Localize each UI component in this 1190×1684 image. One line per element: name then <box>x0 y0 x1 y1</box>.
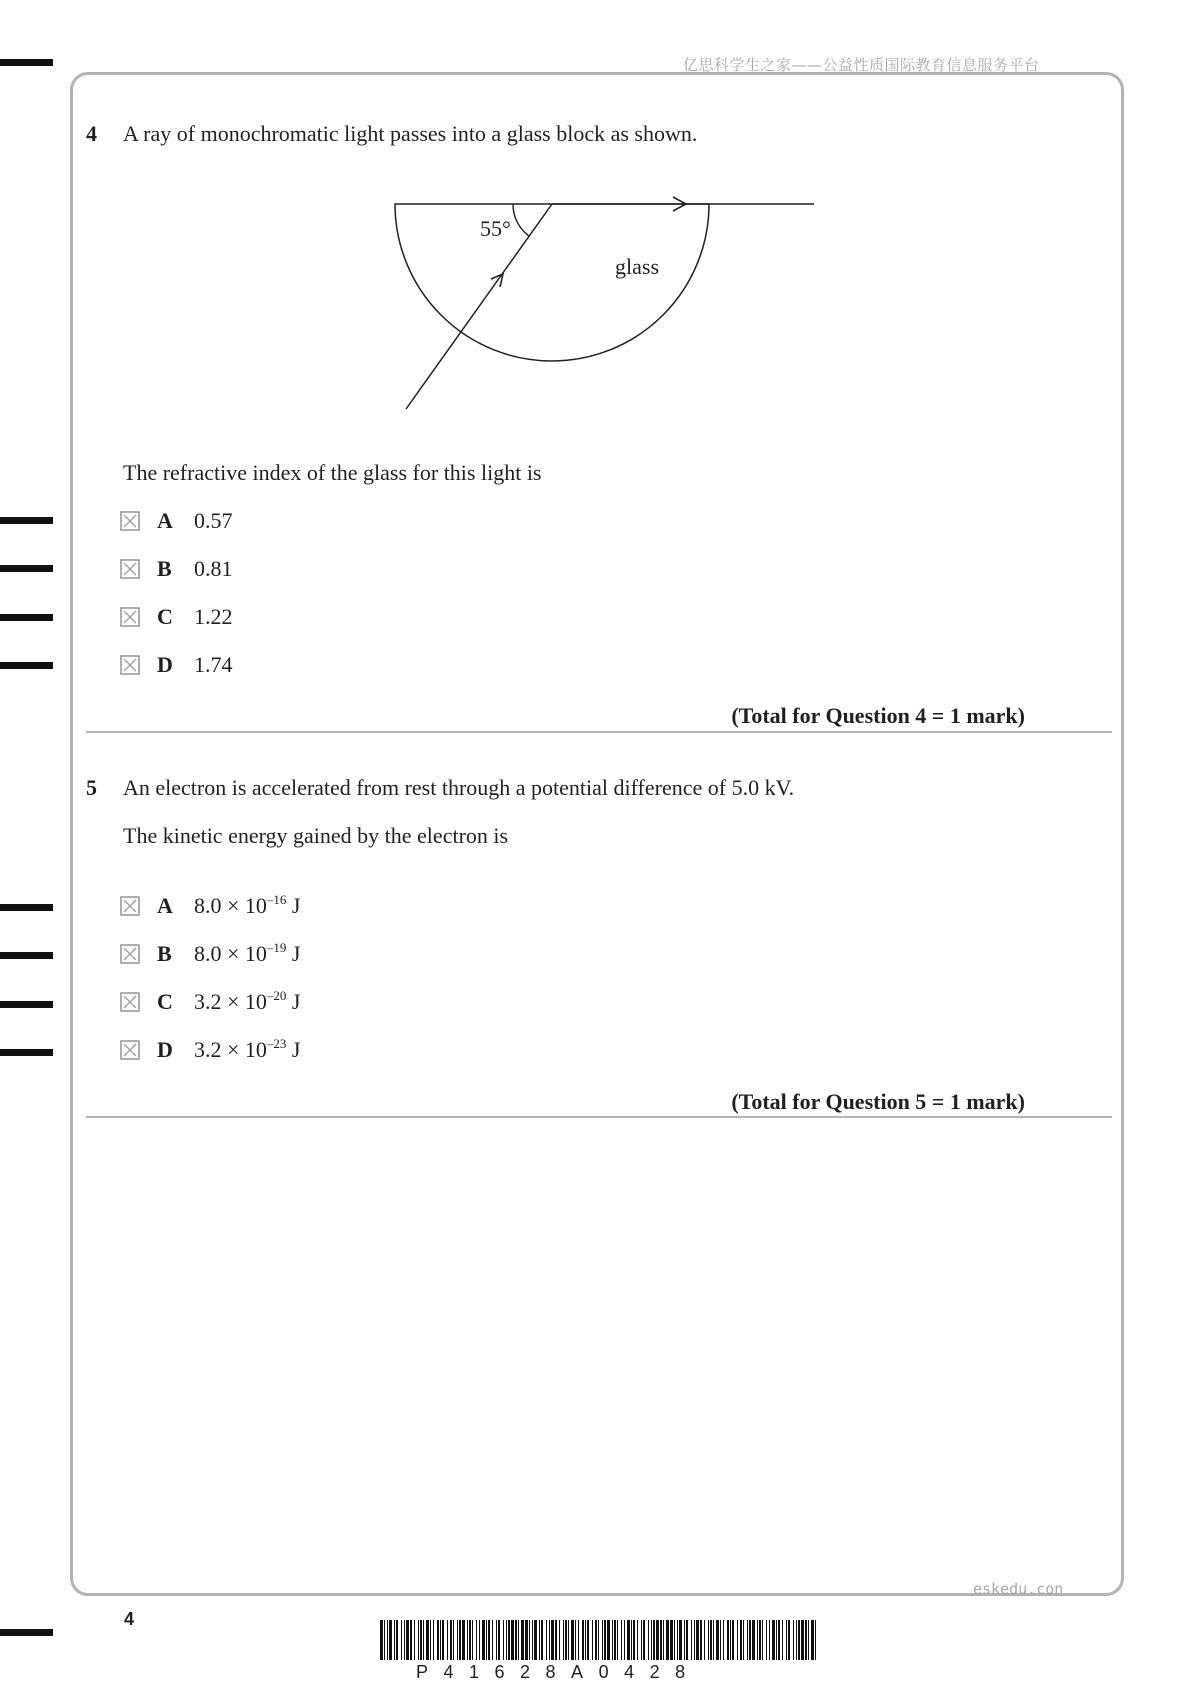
barcode-bar <box>708 1620 709 1660</box>
barcode-bar <box>525 1620 528 1660</box>
barcode-bar <box>534 1620 537 1660</box>
barcode-bar <box>607 1620 610 1660</box>
barcode-bar <box>571 1620 574 1660</box>
incident-ray <box>406 204 552 409</box>
barcode-bar <box>612 1620 613 1660</box>
barcode-bar <box>406 1620 409 1660</box>
barcode-bar <box>786 1620 787 1660</box>
barcode-bar <box>384 1620 385 1660</box>
option-text <box>194 893 300 919</box>
barcode-bar <box>521 1620 524 1660</box>
barcode-bar <box>782 1620 783 1660</box>
question-4-option-b[interactable] <box>120 556 233 582</box>
barcode-bar <box>700 1620 702 1660</box>
barcode-bar <box>488 1620 490 1660</box>
barcode-bar <box>582 1620 584 1660</box>
barcode-bar <box>532 1620 533 1660</box>
answer-checkbox-icon[interactable] <box>120 896 140 916</box>
barcode-text: P41628A0428 <box>416 1662 701 1682</box>
barcode-bar <box>423 1620 424 1660</box>
barcode-bar <box>815 1620 816 1660</box>
barcode-bar <box>747 1620 748 1660</box>
barcode-bar <box>660 1620 662 1660</box>
question-4-option-a[interactable] <box>120 508 233 534</box>
barcode-bar <box>614 1620 616 1660</box>
barcode-bar <box>805 1620 807 1660</box>
barcode-bar <box>418 1620 419 1660</box>
barcode-bar <box>575 1620 576 1660</box>
barcode-bar <box>732 1620 734 1660</box>
barcode-bar <box>442 1620 444 1660</box>
barcode-bar <box>602 1620 603 1660</box>
glass-label: glass <box>615 254 659 279</box>
question-5-option-a[interactable] <box>120 893 300 919</box>
barcode-bar <box>677 1620 678 1660</box>
barcode-bar <box>641 1620 642 1660</box>
barcode-bar <box>414 1620 415 1660</box>
option-exponent: –23 <box>266 1036 287 1051</box>
barcode-bar <box>713 1620 714 1660</box>
section-divider <box>86 1116 1112 1118</box>
barcode-bar <box>568 1620 569 1660</box>
barcode-bar <box>730 1620 731 1660</box>
barcode-bar <box>401 1620 402 1660</box>
barcode-bar <box>508 1620 510 1660</box>
barcode-bar <box>467 1620 468 1660</box>
margin-tick <box>0 614 53 621</box>
barcode-bar <box>759 1620 761 1660</box>
barcode-bar <box>648 1620 649 1660</box>
barcode <box>380 1620 816 1660</box>
option-text <box>194 941 300 967</box>
barcode-bar <box>389 1620 392 1660</box>
barcode-bar <box>621 1620 622 1660</box>
header-watermark: 亿思科学生之家——公益性质国际教育信息服务平台 <box>683 56 1040 74</box>
barcode-bar <box>710 1620 712 1660</box>
option-mantissa: 8.0 × 10 <box>194 941 267 966</box>
barcode-bar <box>592 1620 593 1660</box>
barcode-bar <box>440 1620 441 1660</box>
question-4-number: 4 <box>86 121 97 146</box>
barcode-bar <box>511 1620 514 1660</box>
answer-checkbox-icon[interactable] <box>120 511 140 531</box>
margin-tick <box>0 1629 53 1636</box>
barcode-bar <box>716 1620 719 1660</box>
barcode-bar <box>555 1620 557 1660</box>
barcode-bar <box>617 1620 618 1660</box>
option-unit: J <box>286 989 301 1014</box>
barcode-bar <box>757 1620 758 1660</box>
barcode-bar <box>479 1620 480 1660</box>
barcode-bar <box>486 1620 487 1660</box>
barcode-bar <box>762 1620 763 1660</box>
barcode-bar <box>482 1620 485 1660</box>
barcode-bar <box>539 1620 540 1660</box>
question-5-number: 5 <box>86 775 97 800</box>
barcode-bar <box>808 1620 809 1660</box>
option-text <box>194 989 300 1015</box>
option-text <box>194 1037 300 1063</box>
margin-tick <box>0 565 53 572</box>
barcode-bar <box>462 1620 465 1660</box>
barcode-bar <box>743 1620 744 1660</box>
barcode-bar <box>506 1620 507 1660</box>
option-text: 1.22 <box>194 604 233 629</box>
glass-block-outline <box>395 204 709 361</box>
barcode-bar <box>666 1620 669 1660</box>
barcode-bar <box>396 1620 398 1660</box>
margin-tick <box>0 904 53 911</box>
question-4-stem: The refractive index of the glass for this light is <box>123 460 542 485</box>
barcode-bar <box>426 1620 429 1660</box>
barcode-bar <box>598 1620 599 1660</box>
barcode-bar <box>450 1620 452 1660</box>
refraction-diagram <box>380 180 830 420</box>
barcode-bar <box>684 1620 685 1660</box>
barcode-bar <box>433 1620 434 1660</box>
option-unit: J <box>286 893 301 918</box>
option-letter: A <box>157 508 173 533</box>
barcode-bar <box>801 1620 804 1660</box>
option-mantissa: 3.2 × 10 <box>194 989 267 1014</box>
barcode-bar <box>518 1620 519 1660</box>
option-letter: C <box>157 989 173 1014</box>
margin-tick <box>0 59 53 66</box>
barcode-bar <box>404 1620 405 1660</box>
margin-tick <box>0 662 53 669</box>
barcode-bar <box>766 1620 767 1660</box>
barcode-bar <box>651 1620 652 1660</box>
question-5-text: An electron is accelerated from rest through a potential difference of 5.0 kV. <box>123 775 795 800</box>
question-5-total: (Total for Question 5 = 1 mark) <box>731 1089 1025 1114</box>
option-mantissa: 3.2 × 10 <box>194 1037 267 1062</box>
barcode-bar <box>595 1620 597 1660</box>
barcode-bar <box>430 1620 431 1660</box>
option-letter: B <box>157 556 172 581</box>
option-text: 0.81 <box>194 556 233 581</box>
barcode-bar <box>686 1620 688 1660</box>
barcode-bar <box>637 1620 638 1660</box>
question-4-text: A ray of monochromatic light passes into a glass block as shown. <box>123 121 698 146</box>
barcode-bar <box>559 1620 560 1660</box>
margin-tick <box>0 517 53 524</box>
answer-checkbox-icon[interactable] <box>120 655 140 675</box>
barcode-bar <box>653 1620 655 1660</box>
barcode-bar <box>472 1620 473 1660</box>
barcode-bar <box>453 1620 454 1660</box>
barcode-bar <box>778 1620 780 1660</box>
barcode-bar <box>752 1620 755 1660</box>
barcode-bar <box>694 1620 695 1660</box>
barcode-bar <box>631 1620 632 1660</box>
question-4-total: (Total for Question 4 = 1 mark) <box>731 703 1025 728</box>
barcode-bar <box>515 1620 517 1660</box>
barcode-bar <box>476 1620 477 1660</box>
barcode-bar <box>769 1620 770 1660</box>
barcode-bar <box>727 1620 729 1660</box>
barcode-bar <box>563 1620 564 1660</box>
barcode-bar <box>643 1620 645 1660</box>
barcode-bar <box>585 1620 586 1660</box>
barcode-bar <box>503 1620 504 1660</box>
barcode-bar <box>394 1620 395 1660</box>
question-4-option-c[interactable] <box>120 604 233 630</box>
barcode-bar <box>793 1620 794 1660</box>
barcode-bar <box>541 1620 543 1660</box>
option-exponent: –16 <box>266 892 287 907</box>
option-unit: J <box>286 1037 301 1062</box>
answer-checkbox-icon[interactable] <box>120 1040 140 1060</box>
barcode-bar <box>720 1620 721 1660</box>
answer-checkbox-icon[interactable] <box>120 559 140 579</box>
angle-arc <box>513 204 529 236</box>
barcode-bar <box>627 1620 630 1660</box>
barcode-bar <box>459 1620 461 1660</box>
barcode-bar <box>749 1620 751 1660</box>
option-letter: D <box>157 652 173 677</box>
barcode-bar <box>674 1620 675 1660</box>
barcode-bar <box>437 1620 439 1660</box>
barcode-bar <box>457 1620 458 1660</box>
margin-tick <box>0 1001 53 1008</box>
barcode-bar <box>565 1620 567 1660</box>
question-5-option-c[interactable] <box>120 989 300 1015</box>
margin-tick <box>0 952 53 959</box>
barcode-bar <box>578 1620 579 1660</box>
angle-label: 55° <box>480 216 511 241</box>
barcode-bar <box>587 1620 589 1660</box>
barcode-bar <box>624 1620 625 1660</box>
answer-checkbox-icon[interactable] <box>120 607 140 627</box>
barcode-bar <box>551 1620 554 1660</box>
option-letter: C <box>157 604 173 629</box>
question-4-option-d[interactable] <box>120 652 233 678</box>
option-text: 0.57 <box>194 508 233 533</box>
barcode-bar <box>679 1620 682 1660</box>
barcode-bar <box>723 1620 724 1660</box>
section-divider <box>86 731 1112 733</box>
barcode-bar <box>656 1620 659 1660</box>
barcode-bar <box>776 1620 777 1660</box>
barcode-bar <box>704 1620 705 1660</box>
barcode-bar <box>549 1620 550 1660</box>
barcode-bar <box>604 1620 606 1660</box>
barcode-bar <box>529 1620 530 1660</box>
barcode-bar <box>546 1620 547 1660</box>
barcode-bar <box>788 1620 790 1660</box>
question-5-option-d[interactable] <box>120 1037 300 1063</box>
option-exponent: –20 <box>266 988 287 1003</box>
option-letter: B <box>157 941 172 966</box>
question-5-option-b[interactable] <box>120 941 300 967</box>
barcode-bar <box>410 1620 412 1660</box>
barcode-bar <box>469 1620 471 1660</box>
barcode-bar <box>737 1620 738 1660</box>
barcode-bar <box>387 1620 388 1660</box>
option-unit: J <box>286 941 301 966</box>
option-text: 1.74 <box>194 652 233 677</box>
barcode-bar <box>691 1620 692 1660</box>
footer-watermark: eskedu.con <box>973 1580 1064 1598</box>
option-exponent: –19 <box>266 940 287 955</box>
barcode-bar <box>498 1620 500 1660</box>
page-number: 4 <box>124 1609 135 1629</box>
barcode-bar <box>447 1620 448 1660</box>
barcode-bar <box>420 1620 422 1660</box>
barcode-bar <box>670 1620 673 1660</box>
option-mantissa: 8.0 × 10 <box>194 893 267 918</box>
barcode-bar <box>740 1620 742 1660</box>
barcode-bar <box>798 1620 800 1660</box>
question-5-stem: The kinetic energy gained by the electron is <box>123 823 509 848</box>
answer-checkbox-icon[interactable] <box>120 944 140 964</box>
option-letter: A <box>157 893 173 918</box>
option-letter: D <box>157 1037 173 1062</box>
barcode-bar <box>496 1620 497 1660</box>
barcode-bar <box>492 1620 493 1660</box>
barcode-bar <box>663 1620 664 1660</box>
margin-tick <box>0 1049 53 1056</box>
barcode-bar <box>380 1620 383 1660</box>
barcode-bar <box>696 1620 699 1660</box>
barcode-bar <box>796 1620 797 1660</box>
barcode-bar <box>633 1620 635 1660</box>
answer-checkbox-icon[interactable] <box>120 992 140 1012</box>
barcode-bar <box>811 1620 814 1660</box>
barcode-bar <box>772 1620 775 1660</box>
